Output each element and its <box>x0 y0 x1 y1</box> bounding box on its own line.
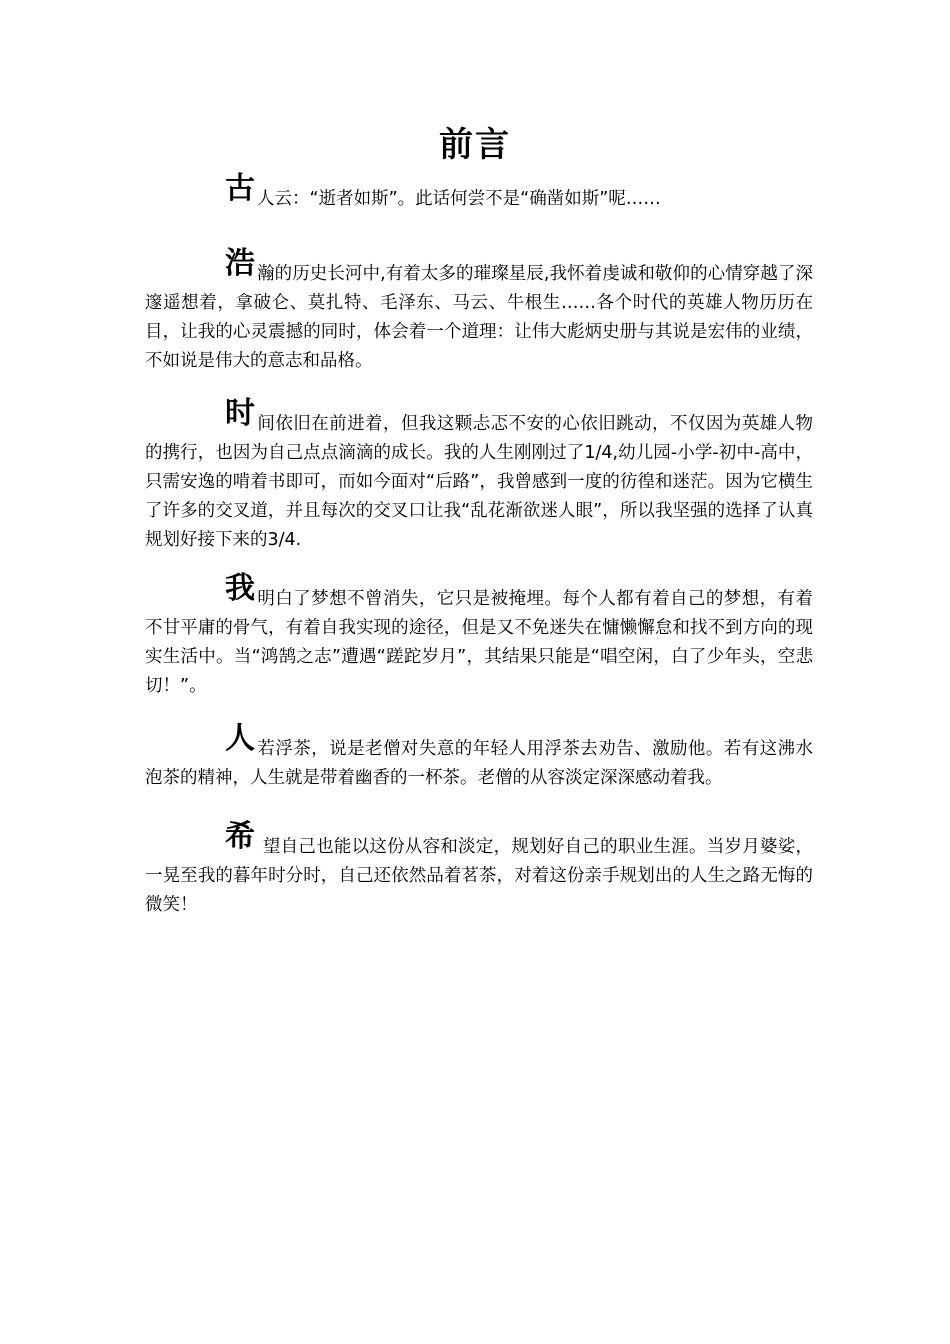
paragraph-6 <box>145 819 813 920</box>
paragraph-1 <box>145 171 813 214</box>
paragraph-text: 望自己也能以这份从容和淡定，规划好自己的职业生涯。当岁月婆娑，一晃至我的暮年时分时，自己还依然品着茗茶，对着这份亲手规划出的人生之路无悔的微笑！ <box>145 837 813 915</box>
paragraph-initial: 希 <box>225 819 255 854</box>
paragraph-text: 间依旧在前进着，但我这颗忐忑不安的心依旧跳动，不仅因为英雄人物的携行，也因为自己点点滴滴的成长。我的人生刚刚过了1/4,幼儿园-小学-初中-高中，只需安逸的啃着书即可，而如今面对“后路”，我曾感到一度的彷徨和迷茫。因为它横生了许多的交叉道，并且每次的交叉口让我“乱花渐欲迷人眼”，所以我坚强的选择了认真规划好接下来的3/4. <box>145 414 813 550</box>
paragraph-text: 明白了梦想不曾消失，它只是被掩埋。每个人都有着自己的梦想，有着不甘平庸的骨气，有着自我实现的途径，但是又不免迷失在慵懒懈怠和找不到方向的现实生活中。当“鸿鹄之志”遭遇“蹉跎岁月”，其结果只能是“唱空闲，白了少年头，空悲切！”。 <box>145 589 813 696</box>
paragraph-5 <box>145 721 813 793</box>
paragraph-2 <box>145 246 813 376</box>
page-title: 前言 <box>439 125 511 165</box>
paragraph-initial: 古 <box>225 171 255 206</box>
paragraph-4 <box>145 571 813 701</box>
paragraph-text: 人云：“逝者如斯”。此话何尝不是“确凿如斯”呢…… <box>257 189 661 209</box>
paragraph-text: 若浮茶，说是老僧对失意的年轻人用浮茶去劝告、激励他。若有这沸水泡茶的精神，人生就是带着幽香的一杯茶。老僧的从容淡定深深感动着我。 <box>145 739 813 788</box>
paragraph-initial: 我 <box>225 571 255 606</box>
paragraph-initial: 人 <box>225 721 255 756</box>
paragraph-initial: 时 <box>225 396 255 431</box>
paragraph-text: 瀚的历史长河中,有着太多的璀璨星辰,我怀着虔诚和敬仰的心情穿越了深邃遥想着，拿破仑、莫扎特、毛泽东、马云、牛根生……各个时代的英雄人物历历在目，让我的心灵震撼的同时，体会着一个道理：让伟大彪炳史册与其说是宏伟的业绩，不如说是伟大的意志和品格。 <box>145 264 813 371</box>
paragraph-3 <box>145 396 813 555</box>
paragraph-initial: 浩 <box>225 246 255 281</box>
